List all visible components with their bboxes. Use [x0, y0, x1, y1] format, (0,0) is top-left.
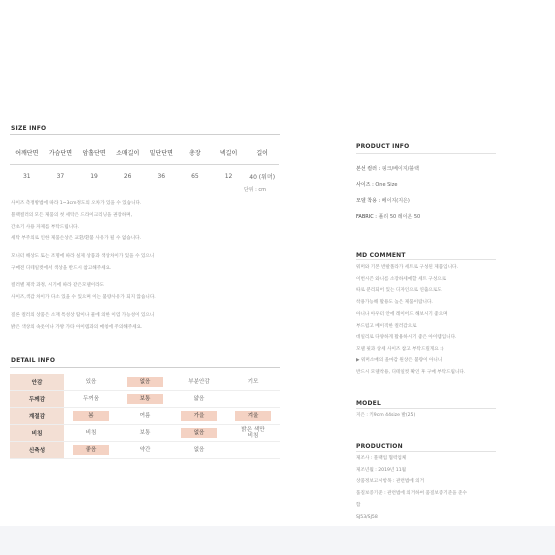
option-cell-selected: 겨울 — [235, 411, 271, 421]
dye-notes — [11, 310, 154, 334]
note-line: 모니터 해상도 또는 조명에 따라 실제 상품과 색상차이가 있을 수 있으니 — [11, 254, 155, 259]
md-line: 데일리로 다양하게 활용하시기 좋은 아이템입니다. — [356, 335, 457, 341]
option-cell-selected: 보통 — [127, 394, 163, 404]
note-line: 밝은 색상의 속옷이나 가방 가타 아이템과의 매칭에 주의해주세요. — [11, 324, 143, 330]
production-title: PRODUCTION — [356, 443, 403, 450]
size-value: 31 — [22, 172, 31, 180]
size-header: 길이 — [245, 140, 279, 165]
product-row — [356, 197, 410, 204]
md-line: 따로 분리되어 있는 디자인으로 연출으로도 — [356, 288, 442, 294]
note-line: 사이즈 측정방법에 따라 1~3cm정도의 오차가 있을 수 있습니다. — [11, 201, 142, 206]
size-header: 가슴단면 — [44, 140, 78, 165]
option-cell-selected: 없음 — [181, 428, 217, 438]
option-cell: 기모 — [247, 379, 259, 385]
option-cell: 비침 — [85, 430, 97, 436]
size-value: 26 — [123, 172, 132, 180]
detail-info-divider — [10, 367, 280, 368]
detail-row-elasticity — [10, 442, 280, 459]
size-header: 어깨단면 — [10, 140, 44, 165]
detail-label: 계절감 — [10, 408, 64, 425]
size-notes — [11, 198, 141, 245]
detail-table — [10, 374, 280, 459]
product-key: FABRIC : — [356, 214, 377, 220]
size-info-divider — [10, 134, 280, 135]
size-value: 65 — [191, 172, 199, 180]
product-key: 본선 컬러 : — [356, 166, 381, 172]
option-cell: 얇음 — [193, 396, 205, 402]
md-line: 워머와 기본 반팔폴라가 세트로 구성된 제품입니다. — [356, 265, 458, 270]
model-divider — [356, 408, 496, 409]
size-info-title: SIZE INFO — [11, 125, 47, 132]
md-line: 이번시즌 와니름 소장하세예할 세트 구성으로 — [356, 276, 447, 282]
detail-label: 두께감 — [10, 391, 64, 408]
md-comment-title: MD COMMENT — [356, 252, 406, 259]
size-table-value-row — [10, 165, 279, 188]
option-cell-selected: 좋음 — [73, 445, 109, 455]
size-header: 넥길이 — [212, 140, 246, 165]
detail-label: 안감 — [10, 374, 64, 391]
product-row — [356, 213, 420, 220]
option-cell-selected: 가을 — [181, 411, 217, 421]
size-header: 소매길이 — [111, 140, 145, 165]
option-cell: 두꺼움 — [82, 396, 100, 402]
detail-row-thickness — [10, 391, 280, 408]
note-line: 컬러별 제작 과정, 시기에 따라 같은모델이라도 — [11, 283, 105, 288]
product-value: One Size — [375, 182, 398, 188]
production-body — [356, 453, 467, 523]
size-header: 밑단단면 — [145, 140, 179, 165]
production-line: 제조년월 : 2019년 11월 — [356, 467, 407, 473]
product-row — [356, 165, 419, 172]
detail-row-season — [10, 408, 280, 425]
md-line: 부드럽고 베이직한 컬러감으로 — [356, 323, 417, 329]
color-notes — [11, 251, 154, 275]
product-info-title: PRODUCT INFO — [356, 143, 410, 150]
product-value: 폴리 50 레이온 50 — [378, 214, 421, 220]
production-line: 품질보증기준 : 관련법에 의거하여 품질보증기준을 준수 — [356, 491, 467, 497]
size-value: 36 — [157, 172, 166, 180]
product-key: 모델 착용 : — [356, 198, 381, 204]
note-line: 세탁 부주의로 인한 제품손상은 교환/환불 사유가 될 수 없습니다. — [11, 236, 142, 242]
note-line: 간초기 사용 자제를 부탁드립니다. — [11, 224, 79, 230]
size-table — [10, 140, 279, 187]
note-line: 사이즈,색감 차이가 다소 있을 수 있으며 이는 불량사유가 되지 않습니다. — [11, 294, 156, 300]
md-comment-divider — [356, 259, 496, 260]
notice-line: ▶ 워머소매의 올마감 원상은 불량이 아니니 — [356, 358, 443, 363]
md-line: 착용가능해 활용도 높은 제품이랍니다. — [356, 300, 433, 306]
size-value: 12 — [224, 172, 233, 180]
production-line: 제조사 : 블랙업 협력업체 — [356, 456, 407, 461]
option-cell: 보통 — [139, 430, 151, 436]
production-line: SJ53/SJ58 — [356, 514, 378, 520]
option-cell: 부분안감 — [188, 379, 210, 385]
size-value: 40 (워머) — [249, 173, 276, 181]
product-value: 베이지(지은) — [381, 198, 410, 204]
size-value: 19 — [90, 172, 98, 180]
size-value: 37 — [56, 172, 65, 180]
size-table-header-row — [10, 140, 279, 165]
detail-row-lining — [10, 374, 280, 391]
production-notes — [11, 280, 156, 304]
option-cell-selected: 없음 — [127, 377, 163, 387]
product-key: 사이즈 : — [356, 182, 374, 188]
detail-row-sheerness — [10, 425, 280, 442]
option-cell: 있음 — [85, 379, 97, 385]
note-line: 질른 컬러의 상품은 소재 특성상 땀이나 물에 의한 이염 가능성이 있으니 — [11, 313, 155, 318]
model-info: 지은 : 키9cm 44size 발(25) — [356, 413, 416, 418]
option-cell-selected: 봄 — [73, 411, 109, 421]
detail-label: 비침 — [10, 425, 64, 442]
product-value: 핑크/베이지/블랙 — [381, 166, 419, 172]
model-title: MODEL — [356, 400, 381, 407]
md-line: 아니나 아우터 안에 레이어드 해보시기 좋으며 — [356, 311, 448, 317]
notice-line: 반드시 모델착용, 디테일컷 확인 후 구매 부탁드립니다. — [356, 369, 466, 375]
product-row — [356, 181, 397, 188]
production-line: 상품정보고시항목 : 관련법에 의거 — [356, 479, 425, 485]
md-notice — [356, 355, 465, 378]
production-line: 함 — [356, 502, 361, 508]
page-footer-band — [0, 526, 555, 555]
note-line: 구매전 디테일컷에서 색상을 반드시 참고해주세요. — [11, 265, 112, 271]
option-cell: 밝은 색만 비침 — [241, 427, 265, 439]
size-header: 총장 — [178, 140, 212, 165]
size-header: 암홀단면 — [77, 140, 111, 165]
detail-info-title: DETAIL INFO — [11, 357, 56, 364]
production-divider — [356, 451, 496, 452]
detail-label: 신축성 — [10, 442, 64, 459]
option-cell: 여름 — [139, 413, 151, 419]
note-line: 블랙컬러의 모든 제품의 첫 세탁은 드라이크리닝을 권장하며, — [11, 212, 133, 218]
product-info-divider — [356, 153, 496, 154]
option-cell: 약간 — [139, 447, 151, 453]
md-comment-body — [356, 262, 458, 356]
md-line: 모델 핏과 상세 사이즈 참고 부탁드릴게요 :) — [356, 346, 444, 352]
option-cell: 없음 — [193, 447, 205, 453]
unit-label: 단위 : cm — [243, 187, 266, 193]
